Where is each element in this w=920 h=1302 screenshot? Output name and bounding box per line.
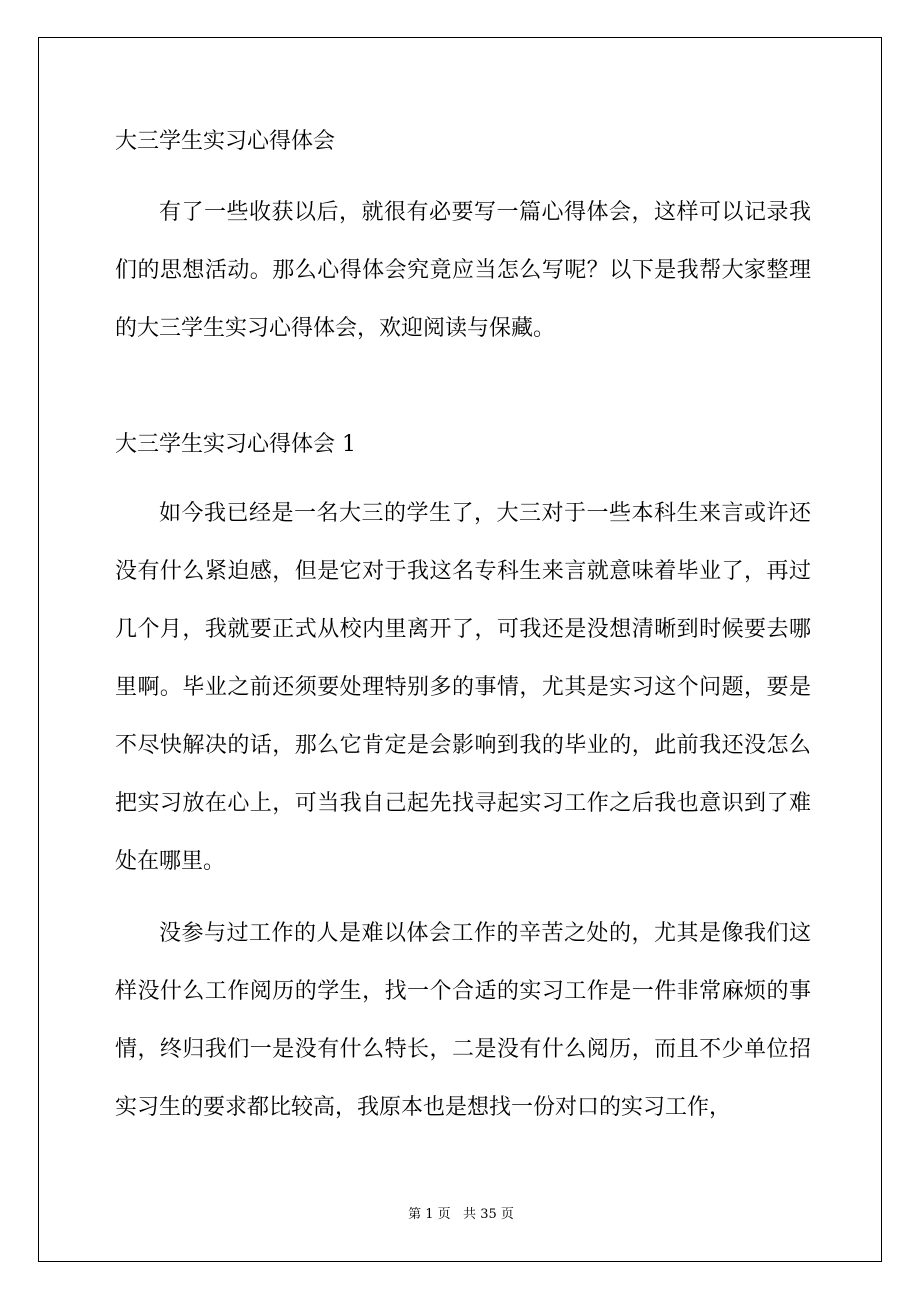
section-1-paragraph-1: 如今我已经是一名大三的学生了，大三对于一些本科生来言或许还没有什么紧迫感，但是它对于我这名专科生来言就意味着毕业了，再过几个月，我就要正式从校内里离开了，可我还是没想清晰到时候要去哪里啊。毕业之前还须要处理特别多的事情，尤其是实习这个问题，要是不尽快解决的话，那么它肯定是会影响到我的毕业的，此前我还没怎么把实习放在心上，可当我自己起先找寻起实习工作之后我也意识到了难处在哪里。 (115, 501, 811, 874)
section-1-title: 大三学生实习心得体会 1 (115, 432, 356, 457)
page-frame (38, 37, 882, 1262)
page-footer: 第 1 页 共 35 页 (408, 1207, 514, 1222)
section-1-paragraph-2: 没参与过工作的人是难以体会工作的辛苦之处的，尤其是像我们这样没什么工作阅历的学生，找一个合适的实习工作是一件非常麻烦的事情，终归我们一是没有什么特长，二是没有什么阅历，而且不少单位招实习生的要求都比较高，我原本也是想找一份对口的实习工作， (115, 921, 811, 1120)
document-title: 大三学生实习心得体会 (115, 129, 336, 154)
intro-paragraph: 有了一些收获以后，就很有必要写一篇心得体会，这样可以记录我们的思想活动。那么心得体会究竟应当怎么写呢？以下是我帮大家整理的大三学生实习心得体会，欢迎阅读与保藏。 (115, 200, 811, 341)
